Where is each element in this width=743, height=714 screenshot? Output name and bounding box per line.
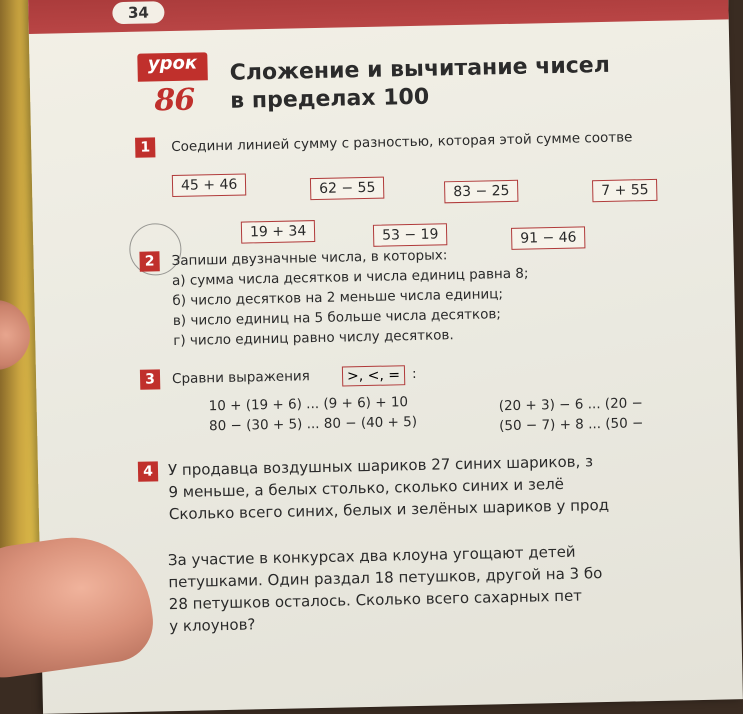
compare-signs: >, <, = [342, 365, 405, 386]
task-2-line: в) число единиц на 5 больше числа десятков; [172, 306, 502, 330]
task-2-line: г) число единиц равно числу десятков. [173, 327, 454, 350]
task-2-line: а) сумма числа десятков и числа единиц равна 8; [171, 265, 529, 290]
page-title: Сложение и вычитание чисел в пределах 100 [229, 52, 611, 114]
page-number: 34 [112, 1, 164, 24]
task-1-expr: 7 + 55 [592, 179, 658, 202]
task-4-number: 4 [138, 461, 158, 481]
task-1-expr: 45 + 46 [172, 173, 247, 197]
lesson-label: урок [137, 52, 208, 81]
task-5-line: петушками. Один раздал 18 петушков, другой на 3 бо [168, 564, 603, 592]
task-3-expression: (20 + 3) − 6 ... (20 − [498, 395, 644, 415]
task-4-line: Сколько всего синих, белых и зелёных шариков у прод [168, 495, 610, 524]
task-1-expr: 83 − 25 [444, 180, 519, 204]
task-3-intro: Сравни выражения [171, 368, 310, 388]
task-2-line: Запиши двузначные числа, в которых: [171, 247, 448, 270]
task-5-line: За участие в конкурсах два клоуна угощают детей [167, 542, 576, 570]
task-3-colon: : [411, 365, 417, 383]
task-3-expression: (50 − 7) + 8 ... (50 − [498, 415, 644, 435]
task-4-line: 9 меньше, а белых столько, сколько синих и зелё [168, 474, 565, 502]
task-1-number: 1 [135, 137, 155, 157]
task-1-expr: 62 − 55 [310, 177, 385, 201]
page-header-band [28, 0, 729, 34]
task-1-expr: 91 − 46 [511, 226, 586, 250]
task-5-line: у клоунов? [169, 615, 256, 636]
task-3-number: 3 [140, 369, 160, 389]
task-3-expression: 10 + (19 + 6) ... (9 + 6) + 10 [208, 394, 409, 415]
lesson-number: 86 [154, 82, 195, 119]
task-2-line: б) число десятков на 2 меньше числа единиц; [172, 286, 504, 310]
task-5-line: 28 петушков осталось. Сколько всего сахарных пет [168, 586, 583, 614]
task-1-expr: 53 − 19 [373, 223, 448, 247]
task-2-number: 2 [139, 251, 159, 271]
task-1-expr: 19 + 34 [241, 220, 316, 244]
task-4-line: У продавца воздушных шариков 27 синих шариков, з [167, 452, 594, 480]
task-3-expression: 80 − (30 + 5) ... 80 − (40 + 5) [208, 413, 418, 435]
task-1-text: Соедини линией сумму с разностью, которая этой сумме соотве [171, 129, 633, 156]
